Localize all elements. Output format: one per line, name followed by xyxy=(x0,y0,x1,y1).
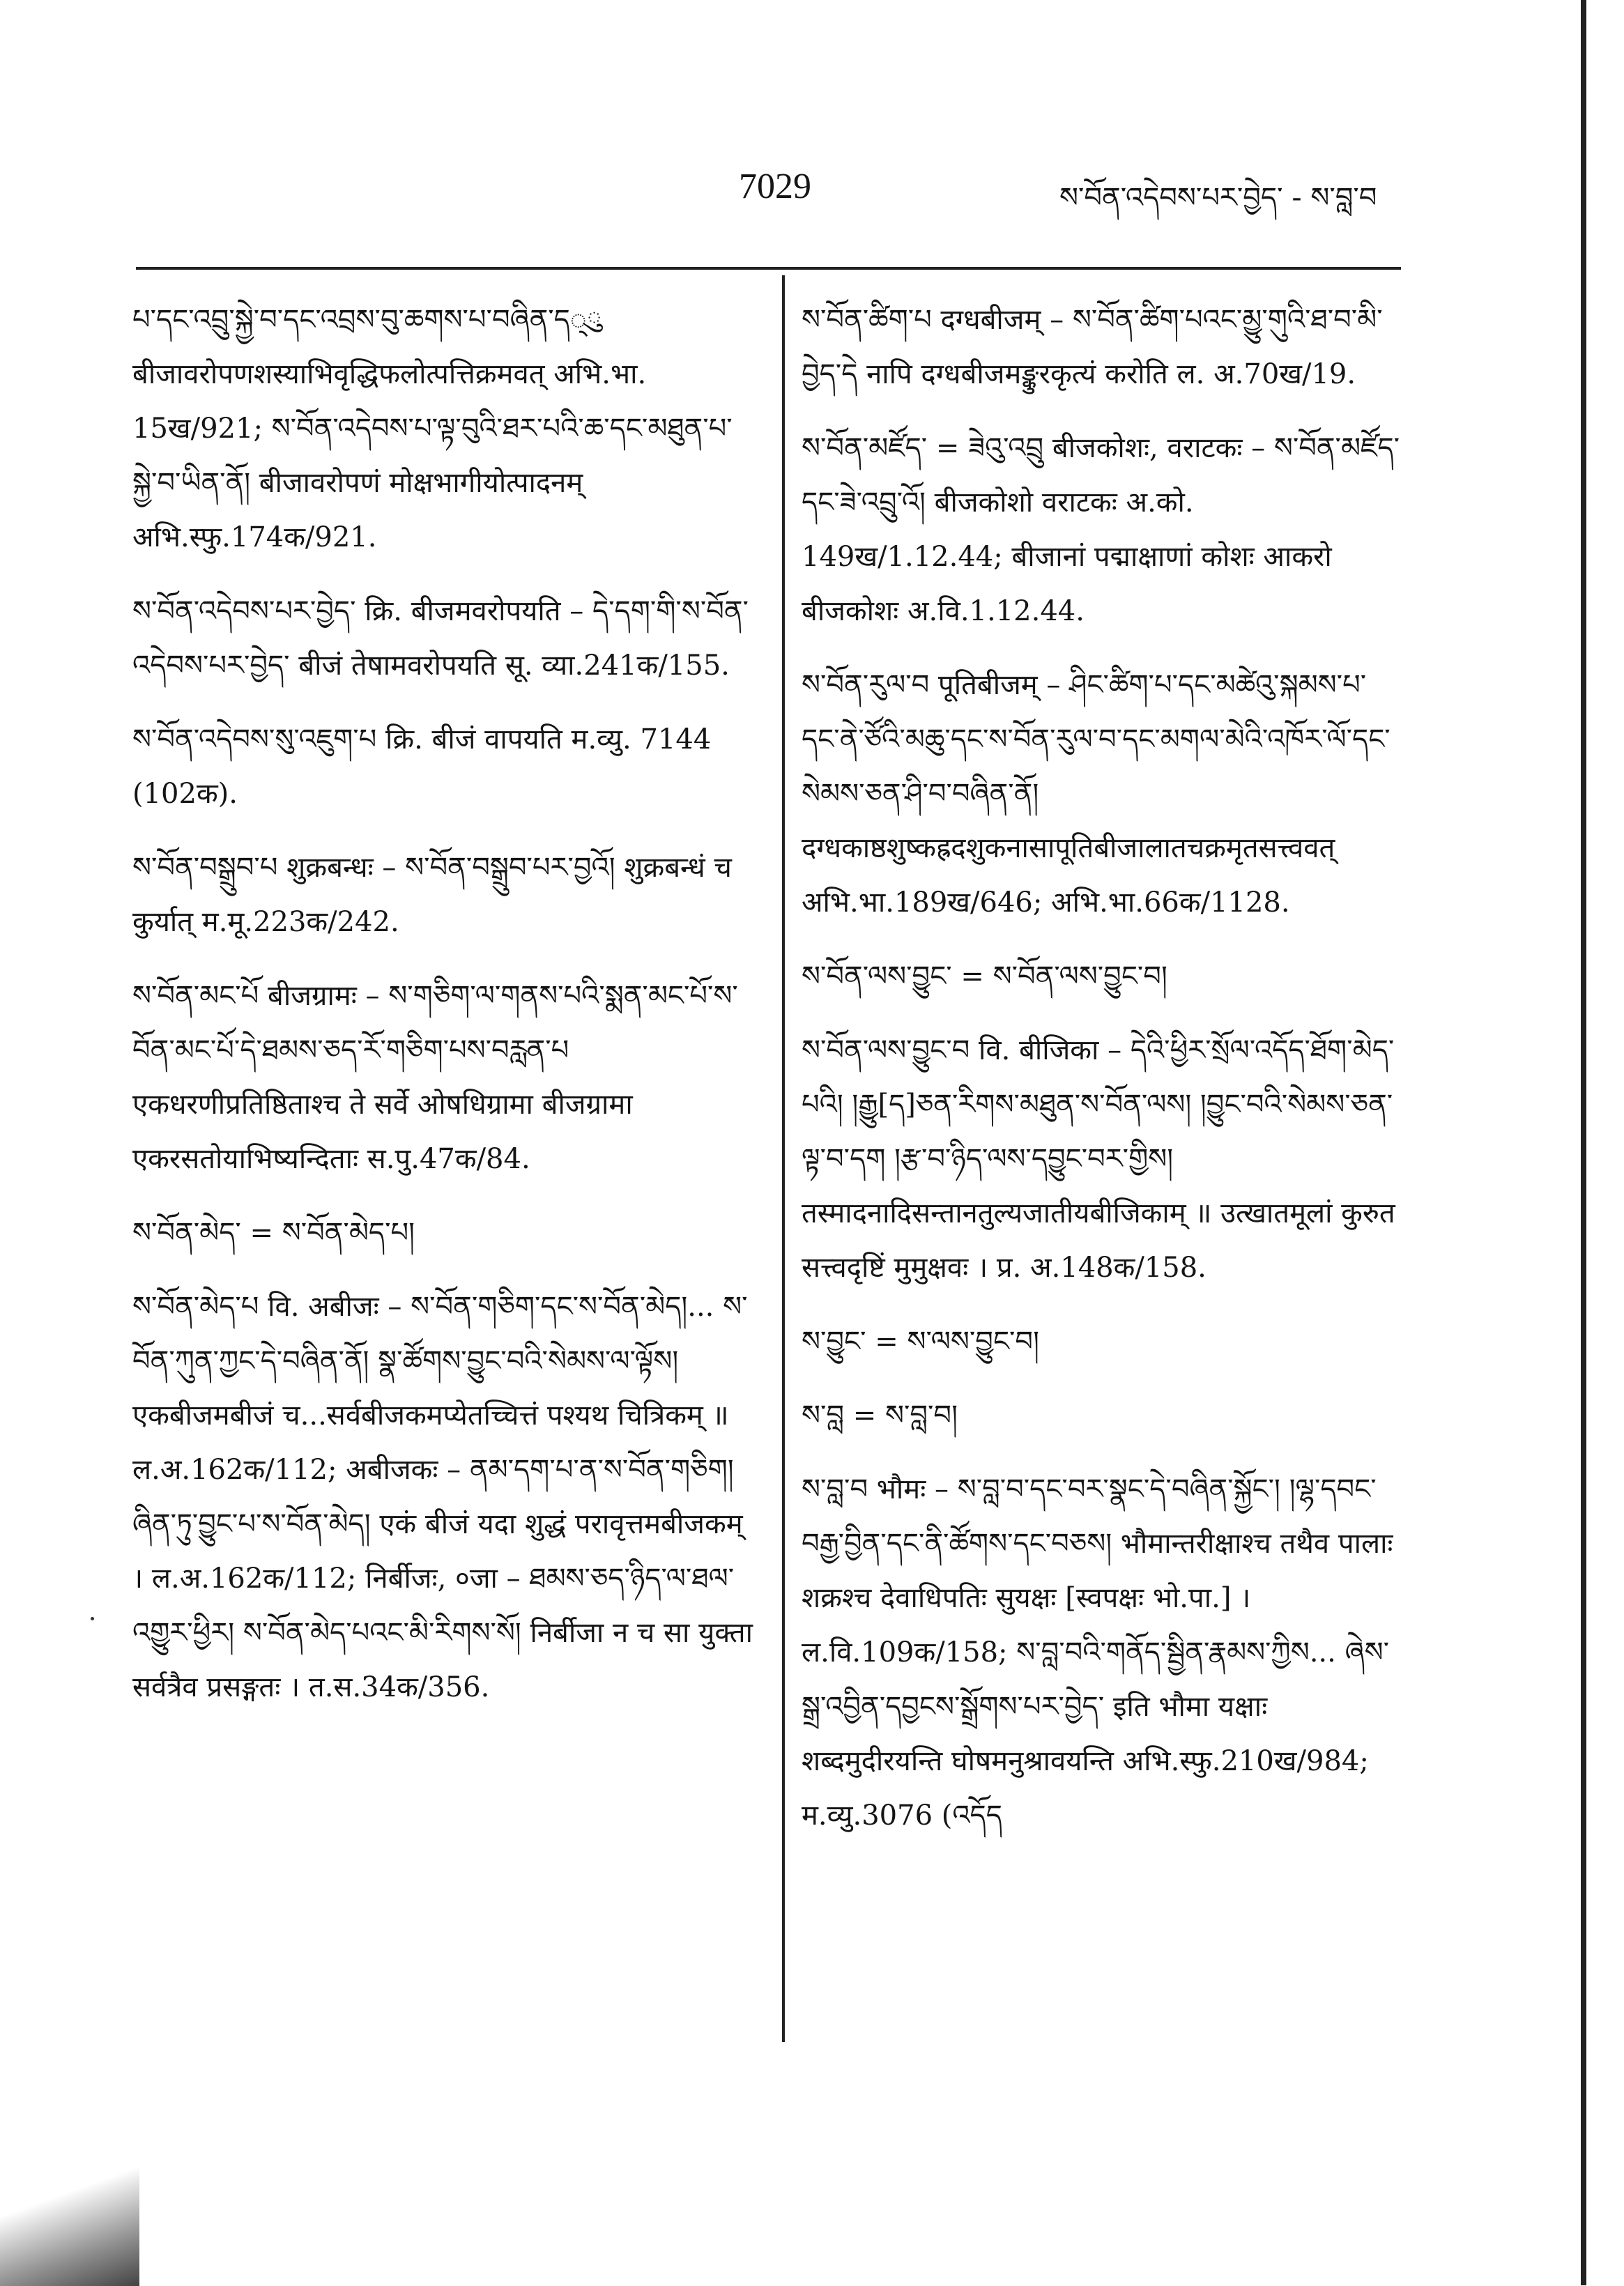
entry xyxy=(802,293,1401,401)
right-column xyxy=(802,293,1401,1862)
entry xyxy=(132,969,753,1186)
entry-text: ས་བོན་རུལ་བ पूतिबीजम् – ཤིང་ཚིག་པ་དང་མཚེའུ་སྐམས་པ་དང་ནེ་ཙོའི་མཆུ་དང་ས་བོན་རུལ་བ་དང་མགལ་མེའི་འཁོར་ལོ་དང་སེམས་ཅན་ཤི་བ་བཞིན་ནོ། दग्धकाष्ठशुष्कह्रदशुकनासापूतिबीजालातचक्रमृतसत्त्ववत् अभि.भा.189ख/646; अभि.भा.66क/1128. xyxy=(802,669,1391,919)
entry xyxy=(802,658,1401,930)
entry xyxy=(802,1314,1401,1369)
column-divider xyxy=(782,275,785,2042)
entry xyxy=(132,712,753,821)
entry xyxy=(802,1388,1401,1443)
entry xyxy=(802,1023,1401,1295)
scan-edge-shadow xyxy=(1581,0,1586,2285)
entry-text: ས་བོན་འདེབས་པར་བྱེད་ क्रि. बीजमवरोपयति – དེ་དག་གི་ས་བོན་འདེབས་པར་བྱེད་ बीजं तेषामवरोपयति सू. व्या.241क/155. xyxy=(132,595,749,682)
entry-text: ས་བོན་ལས་བྱུང་བ वि. बीजिका – དེའི་ཕྱིར་སྲོལ་འདོད་ཐོག་མེད་པའི། །རྒྱུ[ད]ཅན་རིགས་མཐུན་ས་བོན་ལས། །བྱུང་བའི་སེམས་ཅན་ལྟ་བ་དག །རྩ་བ་ཉིད་ལས་དབྱུང་བར་གྱིས། तस्मादनादिसन्तानतुल्यजातीयबीजिकाम् ॥ उत्खातमूलां कुरुत सत्त्वदृष्टिं मुमुक्षवः । प्र. अ.148क/158. xyxy=(802,1034,1395,1284)
entry-text: ས་བླ = ས་བླ་བ། xyxy=(802,1399,958,1432)
entry xyxy=(802,1462,1401,1843)
entry-text: ས་བོན་མཛོད་ = ཟེའུ་འབྲུ बीजकोशः, वराटकः – ས་བོན་མཛོད་དང་ཟེ་འབྲུ་འོ། बीजकोशो वराटकः अ.को. 149ख/1.12.44; बीजानां पद्माक्षाणां कोशः आकरो बीजकोशः अ.वि.1.12.44. xyxy=(802,432,1400,627)
page-number: 7029 xyxy=(739,167,811,206)
entry-text: ས་བོན་མང་པོ बीजग्रामः – ས་གཅིག་ལ་གནས་པའི་སྨན་མང་པོ་ས་བོན་མང་པོ་དེ་ཐམས་ཅད་རོ་གཅིག་པས་བརླན་པ एकधरणीप्रतिष्ठिताश्च ते सर्वे ओषधिग्रामा बीजग्रामा एकरसतोयाभिष्यन्दिताः स.पु.47क/84. xyxy=(132,980,738,1175)
entry xyxy=(132,1206,753,1260)
left-column xyxy=(132,293,753,1734)
entry-text: ས་བོན་མེད་པ वि. अबीजः – ས་བོན་གཅིག་དང་ས་བོན་མེད།... ས་བོན་ཀུན་ཀྱང་དེ་བཞིན་ནོ། སྣ་ཚོགས་བྱུང་བའི་སེམས་ལ་ལྟོས། एकबीजमबीजं च...सर्वबीजकमप्येतच्चित्तं पश्यथ चित्रिकम् ॥ ल.अ.162क/112; अबीजकः – ནམ་དག་པ་ན་ས་བོན་གཅིག། ཞིན་ཏུ་བྱུང་པ་ས་བོན་མེད། एकं बीजं यदा शुद्धं परावृत्तमबीजकम् । ल.अ.162क/112; निर्बीजः, ०जा – ཐམས་ཅད་ཉིད་ལ་ཐལ་འགྱུར་ཕྱིར། ས་བོན་མེད་པའང་མི་རིགས་སོ། निर्बीजा न च सा युक्ता सर्वत्रैव प्रसङ्गतः । त.स.34क/356. xyxy=(132,1291,753,1703)
entry-text: ས་བླ་བ भौमः – ས་བླ་བ་དང་བར་སྣང་དེ་བཞིན་སྐྱོང་། །ལྷ་དབང་བརྒྱ་བྱིན་དང་ནི་ཚོགས་དང་བཅས། भौमान्तरीक्षाश्च तथैव पालाः शक्रश्च देवाधिपतिः सुयक्षः [स्वपक्षः भो.पा.] । ल.वि.109क/158; ས་བླ་བའི་གནོད་སྦྱིན་རྣམས་ཀྱིས... ཞེས་སྒྲ་འབྱིན་དབྱངས་སྒྲོགས་པར་བྱེད་ इति भौमा यक्षाः शब्दमुदीरयन्ति घोषमनुश्रावयन्ति अभि.स्फु.210ख/984; म.व्यु.3076 (འདོད xyxy=(802,1473,1393,1832)
entry xyxy=(132,293,753,565)
entry-text: ས་བོན་བསྒྲུབ་པ शुक्रबन्धः – ས་བོན་བསྒྲུབ་པར་བྱའོ། शुक्रबन्धं च कुर्यात् म.मू.223क/242. xyxy=(132,852,732,938)
margin-dot xyxy=(91,1617,94,1620)
entry-text: ས་བོན་ཚིག་པ दग्धबीजम् – ས་བོན་ཚིག་པའང་མྱུ་གུའི་ཐ་བ་མི་བྱེད་དེ नापि दग्धबीजमङ्कुरकृत्यं करोति ल. अ.70ख/19. xyxy=(802,304,1383,390)
entry-text: ས་བོན་མེད་ = ས་བོན་མེད་པ། xyxy=(132,1217,415,1249)
entry-text: ས་བོན་ལས་བྱུང་ = ས་བོན་ལས་བྱུང་བ། xyxy=(802,960,1167,992)
entry xyxy=(802,421,1401,638)
entry-text: པ་དང་འབྲུ་སྐྱེ་བ་དང་འབྲས་བུ་ཆགས་པ་བཞིན་ད्ུ बीजावरोपणशस्याभिवृद्धिफलोत्पत्तिक्रमवत् अभि.भा. 15ख/921; ས་བོན་འདེབས་པ་ལྟ་བུའི་ཐར་པའི་ཆ་དང་མཐུན་པ་སྐྱེ་བ་ཡིན་ནོ། बीजावरोपणं मोक्षभागीयोत्पादनम् अभि.स्फु.174क/921. xyxy=(132,304,733,553)
entry xyxy=(132,584,753,693)
entry xyxy=(802,949,1401,1004)
entry xyxy=(132,1280,753,1714)
entry-text: ས་བོན་འདེབས་སུ་འཇུག་པ क्रि. बीजं वापयति म.व्यु. 7144 (102क). xyxy=(132,723,712,810)
entry-text: ས་བྱུང་ = ས་ལས་བྱུང་བ། xyxy=(802,1326,1039,1358)
entry xyxy=(132,841,753,949)
running-title: ས་བོན་འདེབས་པར་བྱེད་ - ས་བླ་བ xyxy=(1059,182,1377,214)
header-rule xyxy=(136,267,1401,270)
scan-corner-shadow xyxy=(0,2119,139,2286)
